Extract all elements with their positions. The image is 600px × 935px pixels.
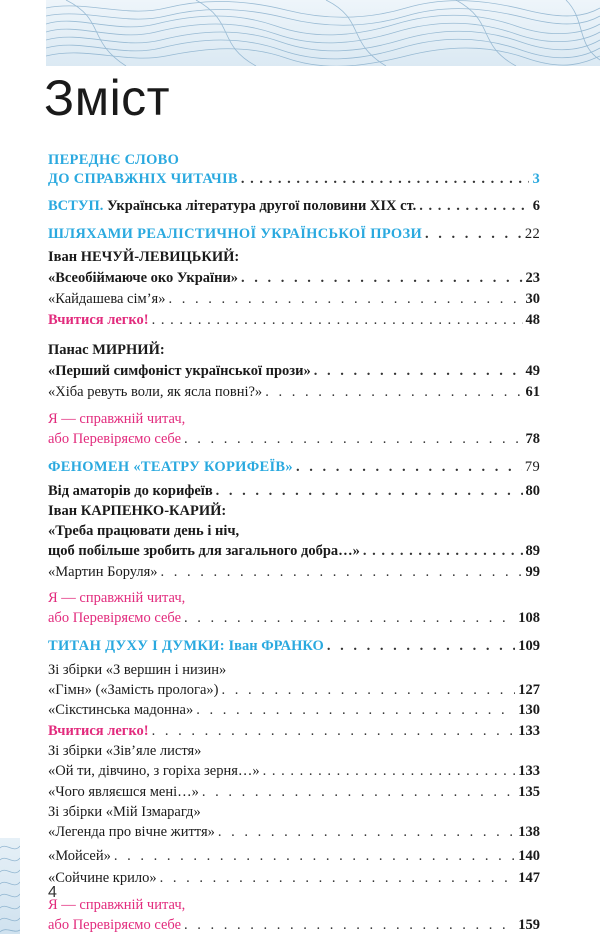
decorative-wave-banner [46,0,600,66]
toc-entry-nechuy-essay[interactable]: «Всеобіймаюче око України» . . . 23 [48,268,540,288]
page-ref: 48 [525,312,540,328]
toc-entry-karpenko-essay[interactable]: щоб побільше зробить для загального добра…» . . . 89 [48,541,540,561]
dot-leader [161,562,523,582]
toc-entry-karpenko-essay-line1: «Треба працювати день і ніч, [48,523,240,539]
dot-leader [184,915,515,935]
toc-entry-nechuy-easy[interactable]: Вчитися легко! . . . 48 [48,310,540,330]
dot-leader [168,289,522,309]
toc-section-realism[interactable]: ШЛЯХАМИ РЕАЛІСТИЧНОЇ УКРАЇНСЬКОЇ ПРОЗИ . . . 22 [48,224,540,244]
dot-leader [314,361,523,381]
dot-leader [152,310,523,330]
dot-leader [221,680,515,700]
dot-leader [263,761,516,781]
toc-entry-foreword[interactable]: ДО СПРАВЖНІХ ЧИТАЧІВ . . . 3 [48,169,540,189]
toc-entry-franko-easy[interactable]: Вчитися легко! . . . 133 [48,721,540,741]
toc-collection-vershyn: Зі збірки «З вершин і низин» [48,662,227,678]
page-ref: 108 [518,610,540,626]
dot-leader [184,608,515,628]
toc-collection-zvyale: Зі збірки «Зів’яле листя» [48,743,202,759]
page-ref: 138 [518,824,540,840]
page-ref: 6 [532,198,540,214]
page-ref: 49 [525,363,540,379]
toc-entry-oy-ty-divchyno[interactable]: «Ой ти, дівчино, з горіха зерня…» . . . 133 [48,761,540,781]
toc-entry-legend[interactable]: «Легенда про вічне життя» . . . 138 [48,822,540,842]
toc-entry-chogo-yavlyayeshsya[interactable]: «Чого являєшся мені…» . . . 135 [48,782,540,802]
toc-author-nechuy: Іван НЕЧУЙ-ЛЕВИЦЬКИЙ: [48,249,240,265]
dot-leader [202,782,515,802]
dot-leader [419,196,530,216]
toc-entry-martyn-borulia[interactable]: «Мартин Боруля» . . . 99 [48,562,540,582]
page-ref: 79 [524,459,540,475]
toc-entry-soychyne-krylo[interactable]: «Сойчине крило» . . . 147 [48,868,540,888]
decorative-wave-corner [0,838,20,934]
toc-author-myrnyi: Панас МИРНИЙ: [48,342,165,358]
toc-entry-amateurs[interactable]: Від аматорів до корифеїв . . . 80 [48,481,540,501]
dot-leader [218,822,515,842]
toc-collection-izmarahd: Зі збірки «Мій Ізмарагд» [48,804,201,820]
page-ref: 89 [525,543,540,559]
dot-leader [241,268,522,288]
wave-pattern-icon [46,0,600,66]
page-number: 4 [48,884,57,901]
page-ref: 99 [525,564,540,580]
toc-entry-madonna[interactable]: «Сікстинська мадонна» . . . 130 [48,700,540,720]
page-ref: 30 [525,291,540,307]
dot-leader [152,721,516,741]
dot-leader [296,457,522,477]
dot-leader [425,224,522,244]
toc-entry-khiba-revut[interactable]: «Хіба ревуть воли, як ясла повні?» . . . 61 [48,382,540,402]
page-ref: 135 [518,784,540,800]
page-ref: 133 [518,723,540,739]
toc-entry-moses[interactable]: «Мойсей» . . . 140 [48,846,540,866]
page-ref: 22 [524,226,540,242]
dot-leader [196,700,515,720]
page-ref: 130 [518,702,540,718]
dot-leader [114,846,515,866]
dot-leader [184,429,522,449]
toc-entry-myrnyi-check-line1: Я — справжній читач, [48,411,186,427]
toc-entry-myrnyi-check[interactable]: або Перевіряємо себе . . . 78 [48,429,540,449]
toc-entry-hymn[interactable]: «Гімн» («Замість пролога») . . . 127 [48,680,540,700]
page-ref: 147 [518,870,540,886]
page-ref: 80 [525,483,540,499]
page-ref: 127 [518,682,540,698]
toc-entry-theatre-check-line1: Я — справжній читач, [48,590,186,606]
intro-prefix: ВСТУП. [48,198,104,214]
toc-section-franko[interactable]: ТИТАН ДУХУ І ДУМКИ: Іван ФРАНКО . . . 109 [48,636,540,656]
dot-leader [327,636,515,656]
toc-entry-franko-check-line1: Я — справжній читач, [48,897,186,913]
toc-entry-foreword-line1[interactable]: ПЕРЕДНЄ СЛОВО [48,152,180,168]
toc-entry-theatre-check[interactable]: або Перевіряємо себе . . . 108 [48,608,540,628]
page-ref: 3 [532,171,540,187]
dot-leader [265,382,522,402]
toc-entry-myrnyi-essay[interactable]: «Перший симфоніст української прози» . . . 49 [48,361,540,381]
page-ref: 23 [525,270,540,286]
toc-entry-kaydasheva[interactable]: «Кайдашева сім’я» . . . 30 [48,289,540,309]
page-ref: 133 [518,763,540,779]
page-ref: 109 [518,638,540,654]
page-ref: 78 [525,431,540,447]
wave-pattern-icon [0,838,20,934]
toc-entry-intro[interactable]: ВСТУП. Українська література другої половини XIX ст. . . . 6 [48,196,540,216]
dot-leader [363,541,523,561]
page-title: Зміст [44,70,171,126]
page-ref: 140 [518,848,540,864]
dot-leader [216,481,523,501]
dot-leader [241,169,530,189]
toc-author-karpenko: Іван КАРПЕНКО-КАРИЙ: [48,503,227,519]
page-ref: 159 [518,917,540,933]
toc-section-theatre[interactable]: ФЕНОМЕН «ТЕАТРУ КОРИФЕЇВ» . . . 79 [48,457,540,477]
dot-leader [160,868,516,888]
page-ref: 61 [525,384,540,400]
toc-entry-franko-check[interactable]: або Перевіряємо себе . . . 159 [48,915,540,935]
